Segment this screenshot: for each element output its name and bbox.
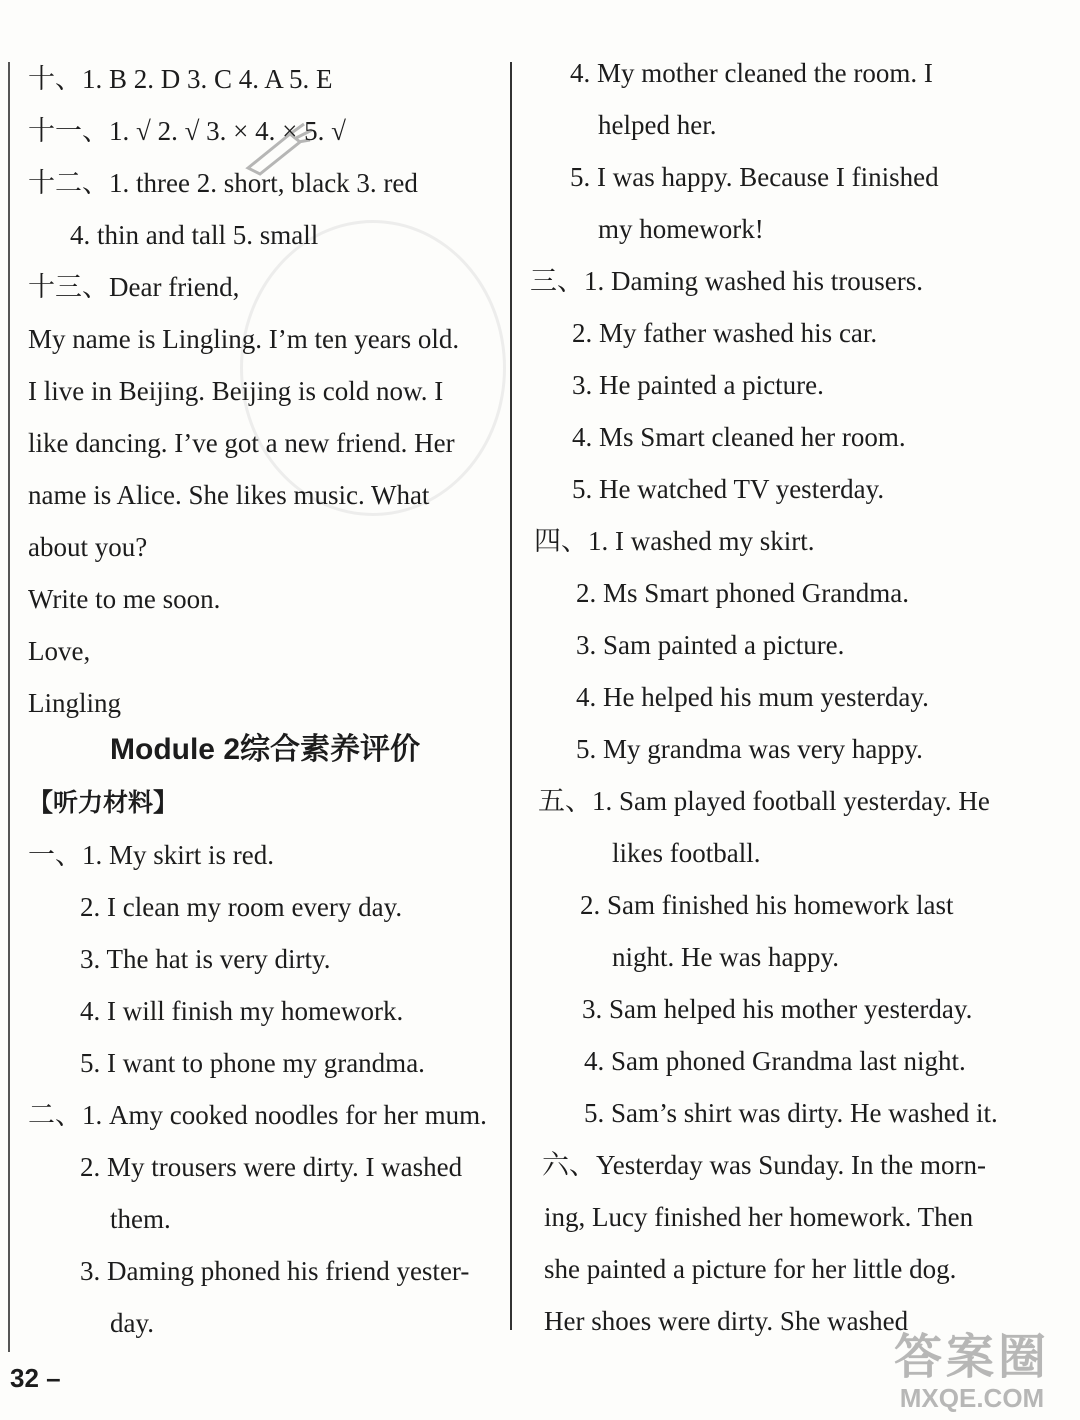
answer-line: 十、1. B 2. D 3. C 4. A 5. E xyxy=(28,64,333,94)
listening-line: ing, Lucy finished her homework. Then xyxy=(544,1202,974,1232)
listening-line: 4. He helped his mum yesterday. xyxy=(576,682,929,712)
listening-line: 2. Sam finished his homework last xyxy=(580,890,954,920)
listening-line: night. He was happy. xyxy=(612,942,839,972)
listening-line: 2. My father washed his car. xyxy=(572,318,878,348)
answer-line: like dancing. I’ve got a new friend. Her xyxy=(28,428,455,458)
listening-line: 二、1. Amy cooked noodles for her mum. xyxy=(28,1100,487,1130)
listening-line: 3. Sam painted a picture. xyxy=(576,630,845,660)
listening-line: 三、1. Daming washed his trousers. xyxy=(530,266,923,296)
listening-line: 4. Sam phoned Grandma last night. xyxy=(584,1046,966,1076)
listening-line: day. xyxy=(110,1308,154,1338)
module-title: Module 2综合素养评价 xyxy=(110,733,421,766)
answer-line: Write to me soon. xyxy=(28,584,221,614)
answer-line: name is Alice. She likes music. What xyxy=(28,480,430,510)
left-margin-line xyxy=(8,62,10,1352)
listening-line: 5. My grandma was very happy. xyxy=(576,734,923,764)
listening-line: 2. Ms Smart phoned Grandma. xyxy=(576,578,909,608)
listening-line: Her shoes were dirty. She washed xyxy=(544,1306,909,1336)
listening-line: 2. My trousers were dirty. I washed xyxy=(80,1152,463,1182)
listening-line: helped her. xyxy=(598,110,717,140)
watermark-logo: 答案圈 xyxy=(893,1329,1050,1385)
stamp-watermark xyxy=(240,220,506,516)
watermark-url: MXQE.COM xyxy=(899,1383,1045,1413)
listening-line: my homework! xyxy=(598,214,764,244)
listening-line: 4. Ms Smart cleaned her room. xyxy=(572,422,906,452)
listening-line: 4. I will finish my homework. xyxy=(80,996,404,1026)
listening-line: she painted a picture for her little dog. xyxy=(544,1254,957,1284)
listening-line: 五、1. Sam played football yesterday. He xyxy=(538,786,990,816)
listening-line: 4. My mother cleaned the room. I xyxy=(570,58,933,88)
listening-line: 3. Daming phoned his friend yester- xyxy=(80,1256,470,1286)
listening-line: 一、1. My skirt is red. xyxy=(28,840,274,870)
listening-line: 5. He watched TV yesterday. xyxy=(572,474,885,504)
listening-line: likes football. xyxy=(612,838,761,868)
listening-line: 5. Sam’s shirt was dirty. He washed it. xyxy=(584,1098,998,1128)
answer-line: 十二、1. three 2. short, black 3. red xyxy=(28,168,418,198)
answer-line: about you? xyxy=(28,532,148,562)
listening-line: 5. I want to phone my grandma. xyxy=(80,1048,425,1078)
answer-line: 4. thin and tall 5. small xyxy=(70,220,319,250)
answer-line: My name is Lingling. I’m ten years old. xyxy=(28,324,460,354)
answer-line: 十三、Dear friend, xyxy=(28,272,240,302)
listening-heading: 【听力材料】 xyxy=(28,788,179,817)
site-watermark xyxy=(894,1330,1050,1412)
listening-line: 四、1. I washed my skirt. xyxy=(534,526,815,556)
answer-line: Love, xyxy=(28,636,91,666)
listening-line: them. xyxy=(110,1204,171,1234)
listening-line: 5. I was happy. Because I finished xyxy=(570,162,939,192)
listening-line: 2. I clean my room every day. xyxy=(80,892,403,922)
page-number: 32 – xyxy=(10,1363,61,1393)
listening-line: 3. The hat is very dirty. xyxy=(80,944,331,974)
answer-line: 十一、1. √ 2. √ 3. × 4. × 5. √ xyxy=(28,116,346,146)
listening-line: 3. Sam helped his mother yesterday. xyxy=(582,994,973,1024)
answer-line: Lingling xyxy=(28,688,121,718)
listening-line: 3. He painted a picture. xyxy=(572,370,824,400)
answer-line: I live in Beijing. Beijing is cold now. I xyxy=(28,376,444,406)
column-divider xyxy=(510,62,512,1330)
listening-line: 六、Yesterday was Sunday. In the morn- xyxy=(542,1150,986,1180)
